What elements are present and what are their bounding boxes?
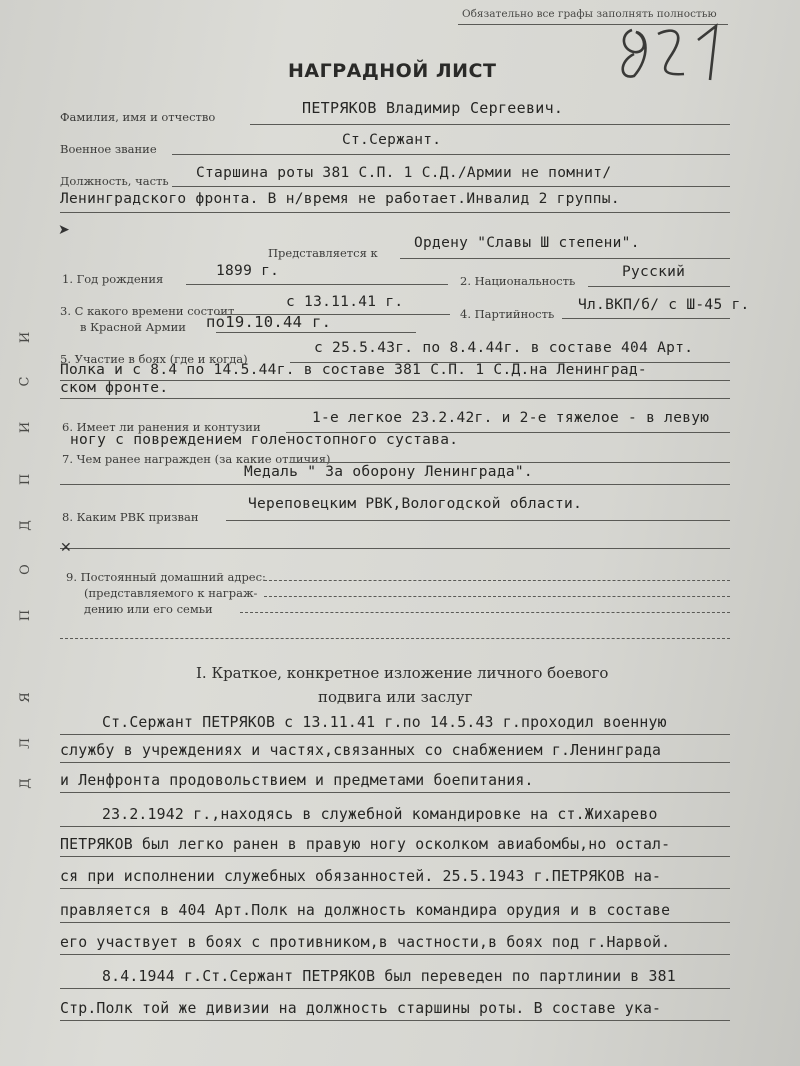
narrative-rule	[60, 1020, 730, 1021]
narrative-rule	[60, 792, 730, 793]
address-label-1: 9. Постоянный домашний адрес:	[66, 570, 266, 584]
address-label-3: дению или его семьи	[84, 602, 213, 616]
rank-line	[172, 154, 730, 155]
service-label-1: 3. С какого времени состоит	[60, 304, 235, 318]
section-heading-1: I. Краткое, конкретное изложение личного боевого	[196, 664, 609, 682]
address-line-3	[240, 612, 730, 613]
margin-letter: С	[17, 376, 33, 387]
awards-value: Медаль " За оборону Ленинграда".	[244, 464, 533, 480]
address-line-2	[264, 596, 730, 597]
battles-line-3	[60, 398, 730, 399]
narrative-rule	[60, 954, 730, 955]
battles-value-2: Полка и с 8.4 по 14.5.44г. в составе 381 С.П. 1 С.Д.на Ленинград-	[60, 362, 647, 378]
margin-letter: П	[18, 609, 34, 622]
service-value-2: по19.10.44 г.	[206, 313, 332, 331]
rvk-value: Череповецким РВК,Вологодской области.	[248, 496, 583, 512]
archive-number	[612, 18, 742, 93]
margin-letter: Я	[17, 692, 33, 703]
name-label: Фамилия, имя и отчество	[60, 110, 216, 124]
header-note: Обязательно все графы заполнять полностью	[462, 8, 717, 20]
birth-line	[186, 284, 448, 285]
narrative-rule	[60, 762, 730, 763]
narrative-rule	[60, 888, 730, 889]
awards-line-2	[60, 484, 730, 485]
position-value-1: Старшина роты 381 С.П. 1 С.Д./Армии не помнит/	[196, 165, 612, 181]
section-heading-2: подвига или заслуг	[318, 688, 473, 706]
presented-value: Ордену "Славы Ш степени".	[414, 235, 640, 251]
wounds-value-2: ногу с повреждением голеностопного сустава.	[70, 432, 459, 448]
narrative-line: ся при исполнении служебных обязанностей. 25.5.1943 г.ПЕТРЯКОВ на-	[60, 868, 662, 885]
birth-value: 1899 г.	[216, 263, 280, 279]
position-line-1	[172, 186, 730, 187]
margin-tick-mark: ➤	[58, 222, 70, 238]
margin-letter: И	[18, 331, 34, 344]
party-value: Чл.ВКП/б/ с Ш-45 г.	[578, 297, 750, 313]
narrative-line: Стр.Полк той же дивизии на должность старшины роты. В составе ука-	[60, 1000, 662, 1017]
rvk-extra-line	[60, 548, 730, 549]
narrative-line: его участвует в боях с противником,в частности,в боях под г.Нарвой.	[60, 934, 671, 951]
narrative-line: и Ленфронта продовольствием и предметами боепитания.	[60, 772, 534, 789]
narrative-rule	[60, 922, 730, 923]
margin-letter: Д	[17, 520, 33, 531]
rank-label: Военное звание	[60, 142, 157, 156]
wounds-value-1: 1-е легкое 23.2.42г. и 2-е тяжелое - в левую	[312, 410, 710, 426]
rvk-line	[226, 520, 730, 521]
margin-letter: О	[17, 564, 33, 575]
battles-value-1: с 25.5.43г. по 8.4.44г. в составе 404 Арт.	[314, 340, 694, 356]
presented-line	[400, 258, 730, 259]
margin-letter: Л	[17, 738, 33, 749]
service-label-2: в Красной Армии	[80, 320, 186, 334]
margin-tick-mark: ✕	[60, 540, 72, 556]
position-line-2	[60, 212, 730, 213]
presented-label: Представляется к	[268, 246, 378, 260]
narrative-line: службу в учреждениях и частях,связанных со снабжением г.Ленинграда	[60, 742, 662, 759]
narrative-line: правляется в 404 Арт.Полк на должность командира орудия и в составе	[60, 902, 671, 919]
narrative-rule	[60, 988, 730, 989]
rank-value: Ст.Сержант.	[342, 132, 442, 148]
name-value: ПЕТРЯКОВ Владимир Сергеевич.	[302, 99, 564, 117]
nationality-label: 2. Национальность	[460, 274, 576, 288]
position-label: Должность, часть	[60, 174, 169, 188]
party-line	[562, 318, 730, 319]
narrative-line: Ст.Сержант ПЕТРЯКОВ с 13.11.41 г.по 14.5.43 г.проходил военную	[102, 714, 667, 731]
narrative-rule	[60, 734, 730, 735]
narrative-rule	[60, 856, 730, 857]
position-value-2: Ленинградского фронта. В н/время не работает.Инвалид 2 группы.	[60, 191, 620, 207]
address-line-1	[264, 580, 730, 581]
rvk-label: 8. Каким РВК призван	[62, 510, 199, 524]
narrative-line: ПЕТРЯКОВ был легко ранен в правую ногу осколком авиабомбы,но остал-	[60, 836, 671, 853]
address-label-2: (представляемого к награж-	[84, 586, 258, 600]
battles-label: 5. Участие в боях (где и когда)	[60, 352, 248, 366]
service-value-1: с 13.11.41 г.	[286, 294, 404, 310]
nationality-value: Русский	[622, 264, 686, 280]
party-label: 4. Партийность	[460, 307, 555, 321]
birth-label: 1. Год рождения	[62, 272, 164, 286]
service-line-2	[216, 332, 416, 333]
archive-number-drawing	[612, 18, 742, 88]
narrative-rule	[60, 826, 730, 827]
wounds-label: 6. Имеет ли ранения и контузии	[62, 420, 261, 434]
narrative-line: 8.4.1944 г.Ст.Сержант ПЕТРЯКОВ был переведен по партлинии в 381	[102, 968, 676, 985]
awards-line-1	[290, 462, 730, 463]
nationality-line	[588, 286, 730, 287]
battles-value-3: ском фронте.	[60, 380, 169, 396]
margin-letter: П	[18, 473, 34, 486]
margin-letter: И	[18, 421, 34, 434]
narrative-line: 23.2.1942 г.,находясь в служебной командировке на ст.Жихарево	[102, 806, 658, 823]
awards-label: 7. Чем ранее награжден (за какие отличия)	[62, 452, 331, 466]
address-line-4	[60, 638, 730, 639]
document-title: НАГРАДНОЙ ЛИСТ	[288, 60, 497, 82]
name-line	[250, 124, 730, 125]
margin-letter: Д	[17, 778, 33, 789]
